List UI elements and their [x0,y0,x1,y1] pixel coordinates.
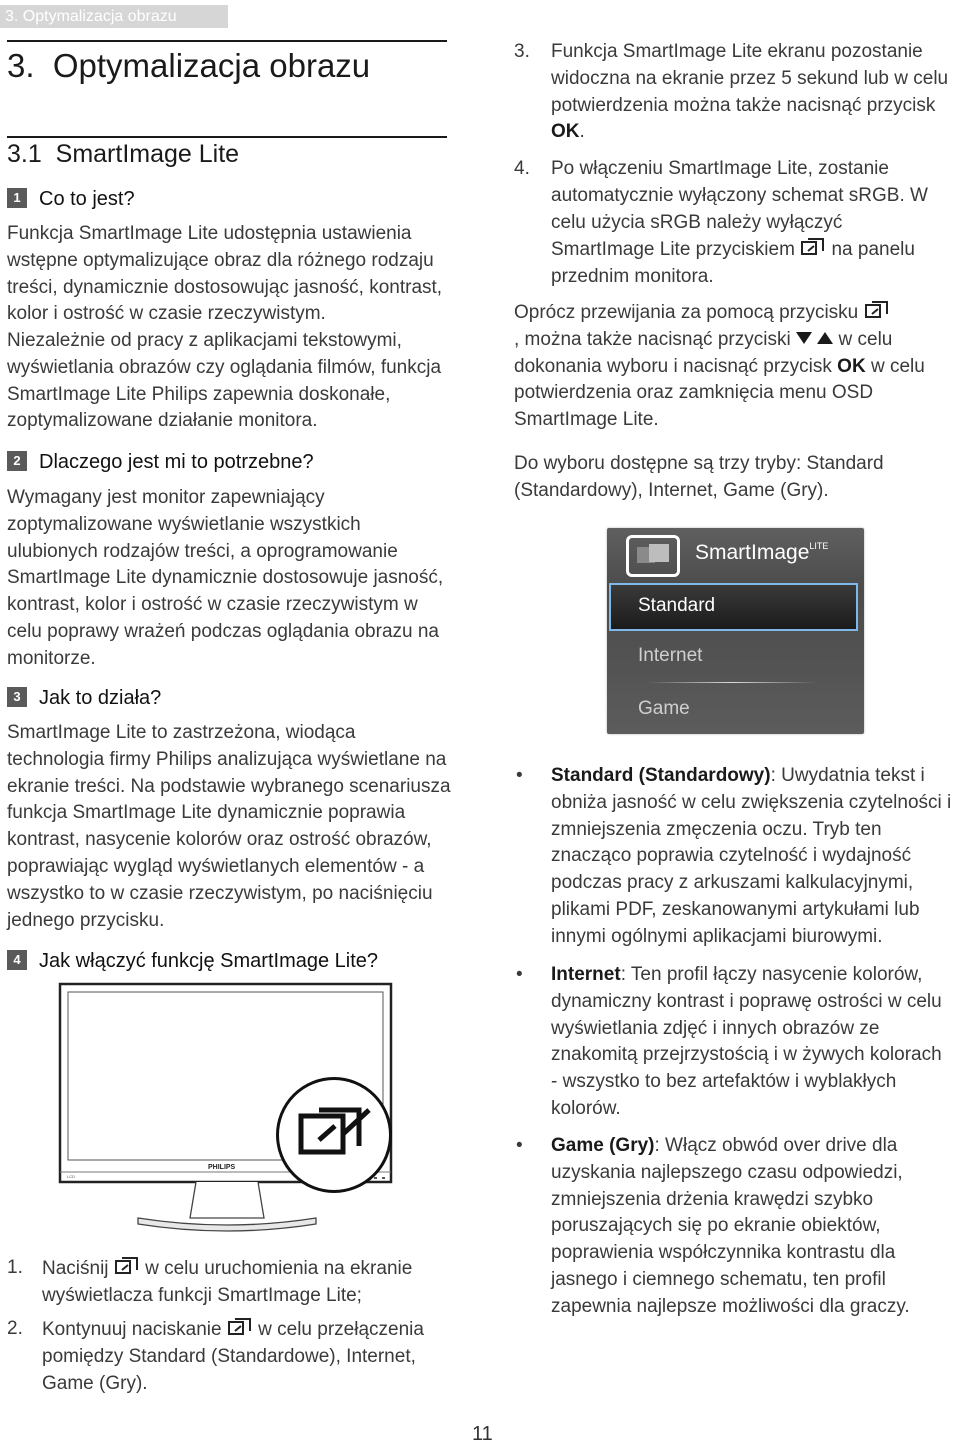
section-title: 3.1 SmartImage Lite [7,140,240,168]
bullet-marker: • [516,765,523,786]
bullet-term: Internet [551,964,621,985]
step-1 [7,1255,452,1315]
smartimage-icon [800,236,826,258]
step-text-a: Naciśnij [42,1258,109,1279]
osd-option-standard[interactable]: Standard [638,595,716,616]
step-text-b: na panelu przednim monitora. [551,239,915,288]
title-rule [7,40,447,42]
bullet-game [514,1133,960,1328]
smartimage-osd-menu [607,528,864,734]
paragraph-modes: Do wyboru dostępne są trzy tryby: Standard (Standardowy), Internet, Game (Gry). [514,453,884,501]
paragraph-why-need: Wymagany jest monitor zapewniający zoptymalizowane wyświetlanie wszystkich ulubionych rodzajów treści, a oprogramowanie SmartImage Lite dynamicznie dostosowuje jasność, kontrast, kolor i ostrość w czasie rzeczywistym w celu poprawy wrażeń podczas oglądania obrazu na monitorze. [7,487,444,669]
bullet-term: Game (Gry) [551,1135,655,1156]
step-number: 4. [514,158,530,179]
step-text-b: w celu przełączenia pomiędzy Standard (Standardowe), Internet, Game (Gry). [42,1319,424,1394]
bullet-sep: : [770,765,782,786]
scroll-text-c: w celu dokonania wyboru i nacisnąć przycisk [514,328,893,377]
scroll-text-d: w celu potwierdzenia oraz zamknięcia menu OSD SmartImage Lite. [514,355,925,431]
number-badge: 4 [7,950,27,970]
heading-how-enable [7,950,378,973]
step-4 [514,156,954,296]
bullet-marker: • [516,1135,523,1156]
bullet-internet [514,962,960,1127]
bullet-marker: • [516,964,523,985]
step-number: 3. [514,41,530,62]
bullet-text: Włącz obwód over drive dla uzyskania najlepszego czasu odpowiedzi, zmniejszenia drżenia krawędzi szybko poruszających się po ekranie obiektów, poprawienia współczynnika kontrastu dla jasnego i ciemnego schematu, ten profil zapewnia najlepsze możliwości dla graczy. [551,1135,910,1317]
header-tab: 3. Optymalizacja obrazu [0,5,228,28]
step-text-a: Kontynuuj naciskanie [42,1319,222,1340]
ok-key-label: OK [551,121,580,143]
heading-text: Jak włączyć funkcję SmartImage Lite? [39,950,379,972]
svg-text:LCD: LCD [67,1174,76,1179]
step-3 [514,39,954,149]
smartimage-icon [227,1316,253,1338]
osd-divider [647,682,817,683]
monitor-illustration [58,982,398,1242]
osd-option-game[interactable]: Game [638,698,690,719]
down-arrow-icon [796,332,812,344]
heading-what-is-it [7,188,135,211]
osd-title [695,541,828,565]
scroll-text-b: , można także nacisnąć przyciski [514,328,791,350]
paragraph-scroll-buttons [514,299,954,434]
bullet-term: Standard (Standardowy) [551,765,771,786]
smartimage-button-magnified [276,1077,392,1193]
bullet-sep: : [620,964,631,985]
heading-text: Jak to działa? [39,687,162,709]
up-arrow-icon [817,332,833,344]
paragraph-how-works: SmartImage Lite to zastrzeżona, wiodąca technologia firmy Philips analizująca wyświetlane na ekranie treści. Na podstawie wybranego scenariusza funkcja SmartImage Lite dynamicznie poprawia kontrast, nasycenie kolorów oraz ostrość obrazów, poprawiając wygląd wyświetlanych elementów - a wszystko to w czasie rzeczywistym, po naciśnięciu jednego przycisku. [7,722,451,931]
page-title: 3. Optymalizacja obrazu [7,47,371,84]
bullet-sep: : [654,1135,666,1156]
osd-option-internet[interactable]: Internet [638,645,703,666]
smartimage-logo-icon [626,535,680,577]
scroll-text-a: Oprócz przewijania za pomocą przycisku [514,302,859,323]
paragraph-what-is-it-1: Funkcja SmartImage Lite udostępnia ustawienia wstępne optymalizujące obraz dla różnego rodzaju treści, dynamicznie dostosowując jasność, kontrast, kolor i ostrość w czasie rzeczywistym. [7,223,443,325]
page-number: 11 [472,1423,493,1445]
step-text: Funkcja SmartImage Lite ekranu pozostanie widoczna na ekranie przez 5 sekund lub w celu potwierdzenia można także nacisnąć przycisk [551,41,949,116]
bullet-text: Uwydatnia tekst i obniża jasność w celu zwiększenia czytelności i zmniejszenia zmęczenia oczu. Tryb ten znacząco poprawia czytelność i wydajność podczas pracy z arkuszami kalkulacyjnymi, plikami PDF, zeskanowanymi artykułami lub innymi ogólnymi aplikacjami biurowymi. [551,765,952,947]
smartimage-icon [279,1080,389,1190]
step-number: 2. [7,1318,23,1339]
step-end: . [579,121,585,143]
heading-text: Dlaczego jest mi to potrzebne? [39,451,314,473]
heading-text: Co to jest? [39,188,135,210]
number-badge: 1 [7,188,27,208]
number-badge: 3 [7,687,27,707]
bullet-text: Ten profil łączy nasycenie kolorów, dynamiczny kontrast i poprawę ostrości w celu wyświetlania zdjęć i innych obrazów ze znakomitą przejrzystością i w żywych kolorach - wszystko to bez artefaktów i wyblakłych kolorów. [551,964,942,1119]
number-badge: 2 [7,451,27,471]
monitor-brand-label: PHILIPS [208,1164,236,1171]
step-number: 1. [7,1257,23,1278]
section-rule [7,136,447,138]
osd-title-sup: LITE [809,541,829,551]
step-text-b: w celu uruchomienia na ekranie wyświetlacza funkcji SmartImage Lite; [42,1258,413,1306]
step-2 [7,1316,452,1401]
smartimage-icon [114,1255,140,1277]
paragraph-what-is-it-2: Niezależnie od pracy z aplikacjami tekstowymi, wyświetlania obrazów czy oglądania filmów, funkcja SmartImage Lite Philips zapewnia doskonałe, zoptymalizowane działanie monitora. [7,330,442,432]
smartimage-icon [864,299,890,321]
ok-key-label: OK [837,355,866,377]
step-text-a: Po włączeniu SmartImage Lite, zostanie automatycznie wyłączony schemat sRGB. W celu użycia sRGB należy wyłączyć SmartImage Lite przyciskiem [551,158,928,261]
heading-why-need [7,451,314,474]
heading-how-works [7,687,161,710]
osd-title-text: SmartImage [695,541,810,564]
bullet-standard [514,763,960,953]
